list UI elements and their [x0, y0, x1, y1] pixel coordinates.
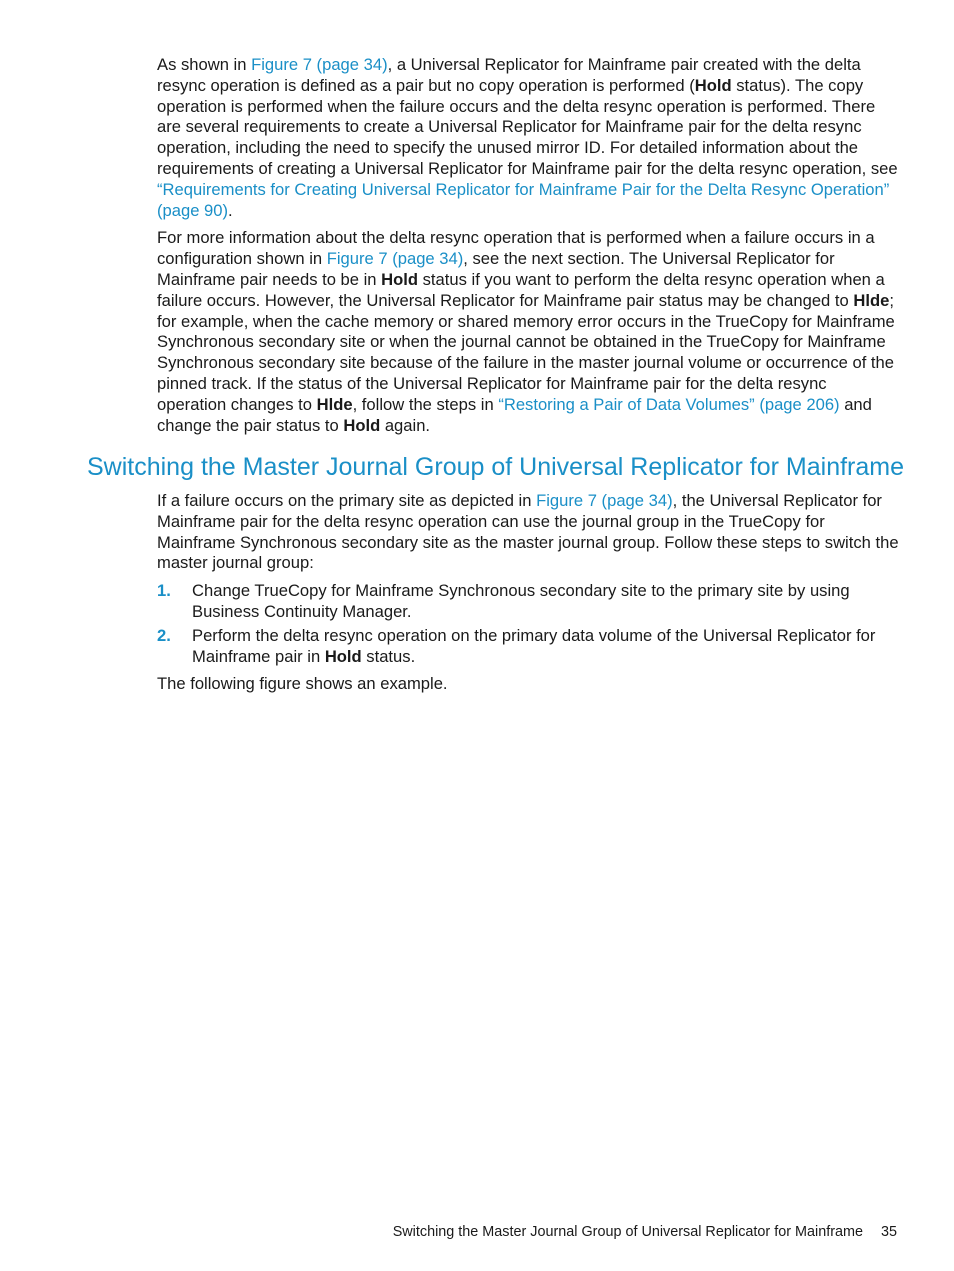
list-item: 1. Change TrueCopy for Mainframe Synchronous secondary site to the primary site by using Business Continuity Manager.	[157, 581, 850, 621]
status-hlde: Hlde	[853, 290, 890, 310]
paragraph-delta-resync-pair: As shown in Figure 7 (page 34), a Universal Replicator for Mainframe pair created with the delta resync operation is defined as a pair but no copy operation is performed (Hold status). The copy operation is performed when the failure occurs and the delta resync operation is performed. There are several requirements to create a Universal Replicator for Mainframe pair for the delta resync operation, including the need to specify the unused mirror ID. For detailed information about the requirements of creating a Universal Replicator for Mainframe pair for the delta resync operation, see “Requirements for Creating Universal Replicator for Mainframe Pair for the Delta Resync Operation” (page 90).	[157, 55, 898, 220]
body-text	[157, 55, 899, 443]
step-number: 2.	[157, 625, 171, 645]
link-requirements-delta-resync[interactable]: “Requirements for Creating Universal Replicator for Mainframe Pair for the Delta Resync Operation” (page 90)	[157, 179, 890, 220]
link-figure-7[interactable]: Figure 7 (page 34)	[251, 55, 388, 74]
paragraph-switch-intro: If a failure occurs on the primary site as depicted in Figure 7 (page 34), the Universal Replicator for Mainframe pair for the delta resync operation can use the journal group in the TrueCopy for Mainframe Synchronous secondary site as the master journal group. Follow these steps to switch the master journal group:	[157, 491, 899, 573]
section-heading: Switching the Master Journal Group of Universal Replicator for Mainframe	[87, 453, 905, 481]
link-figure-7[interactable]: Figure 7 (page 34)	[326, 249, 464, 269]
list-item: 2. Perform the delta resync operation on the primary data volume of the Universal Replicator for Mainframe pair in Hold status.	[157, 625, 876, 666]
page-footer	[393, 1222, 897, 1242]
footer-title: Switching the Master Journal Group of Universal Replicator for Mainframe	[392, 1224, 863, 1240]
status-hlde: Hlde	[316, 394, 353, 414]
page-number: 35	[880, 1224, 897, 1240]
section-body	[157, 491, 899, 702]
paragraph-figure-intro: The following figure shows an example.	[157, 674, 448, 694]
status-hold: Hold	[381, 269, 419, 289]
steps-list	[157, 581, 899, 667]
link-figure-7[interactable]: Figure 7 (page 34)	[536, 491, 673, 510]
step-number: 1.	[157, 581, 171, 601]
status-hold: Hold	[694, 75, 732, 95]
status-hold: Hold	[343, 415, 381, 435]
link-restoring-pair[interactable]: “Restoring a Pair of Data Volumes” (page 206)	[498, 394, 840, 414]
paragraph-delta-resync-info: For more information about the delta resync operation that is performed when a failure occurs in a configuration shown in Figure 7 (page 34), see the next section. The Universal Replicator for Mainframe pair needs to be in Hold status if you want to perform the delta resync operation when a failure occurs. However, the Universal Replicator for Mainframe pair status may be changed to Hlde; for example, when the cache memory or shared memory error occurs in the TrueCopy for Mainframe Synchronous secondary site or when the journal cannot be obtained in the TrueCopy for Mainframe Synchronous secondary site because of the failure in the master journal volume or occurrence of the pinned track. If the status of the Universal Replicator for Mainframe pair for the delta resync operation changes to Hlde, follow the steps in “Restoring a Pair of Data Volumes” (page 206) and change the pair status to Hold again.	[157, 228, 895, 435]
status-hold: Hold	[324, 646, 362, 666]
